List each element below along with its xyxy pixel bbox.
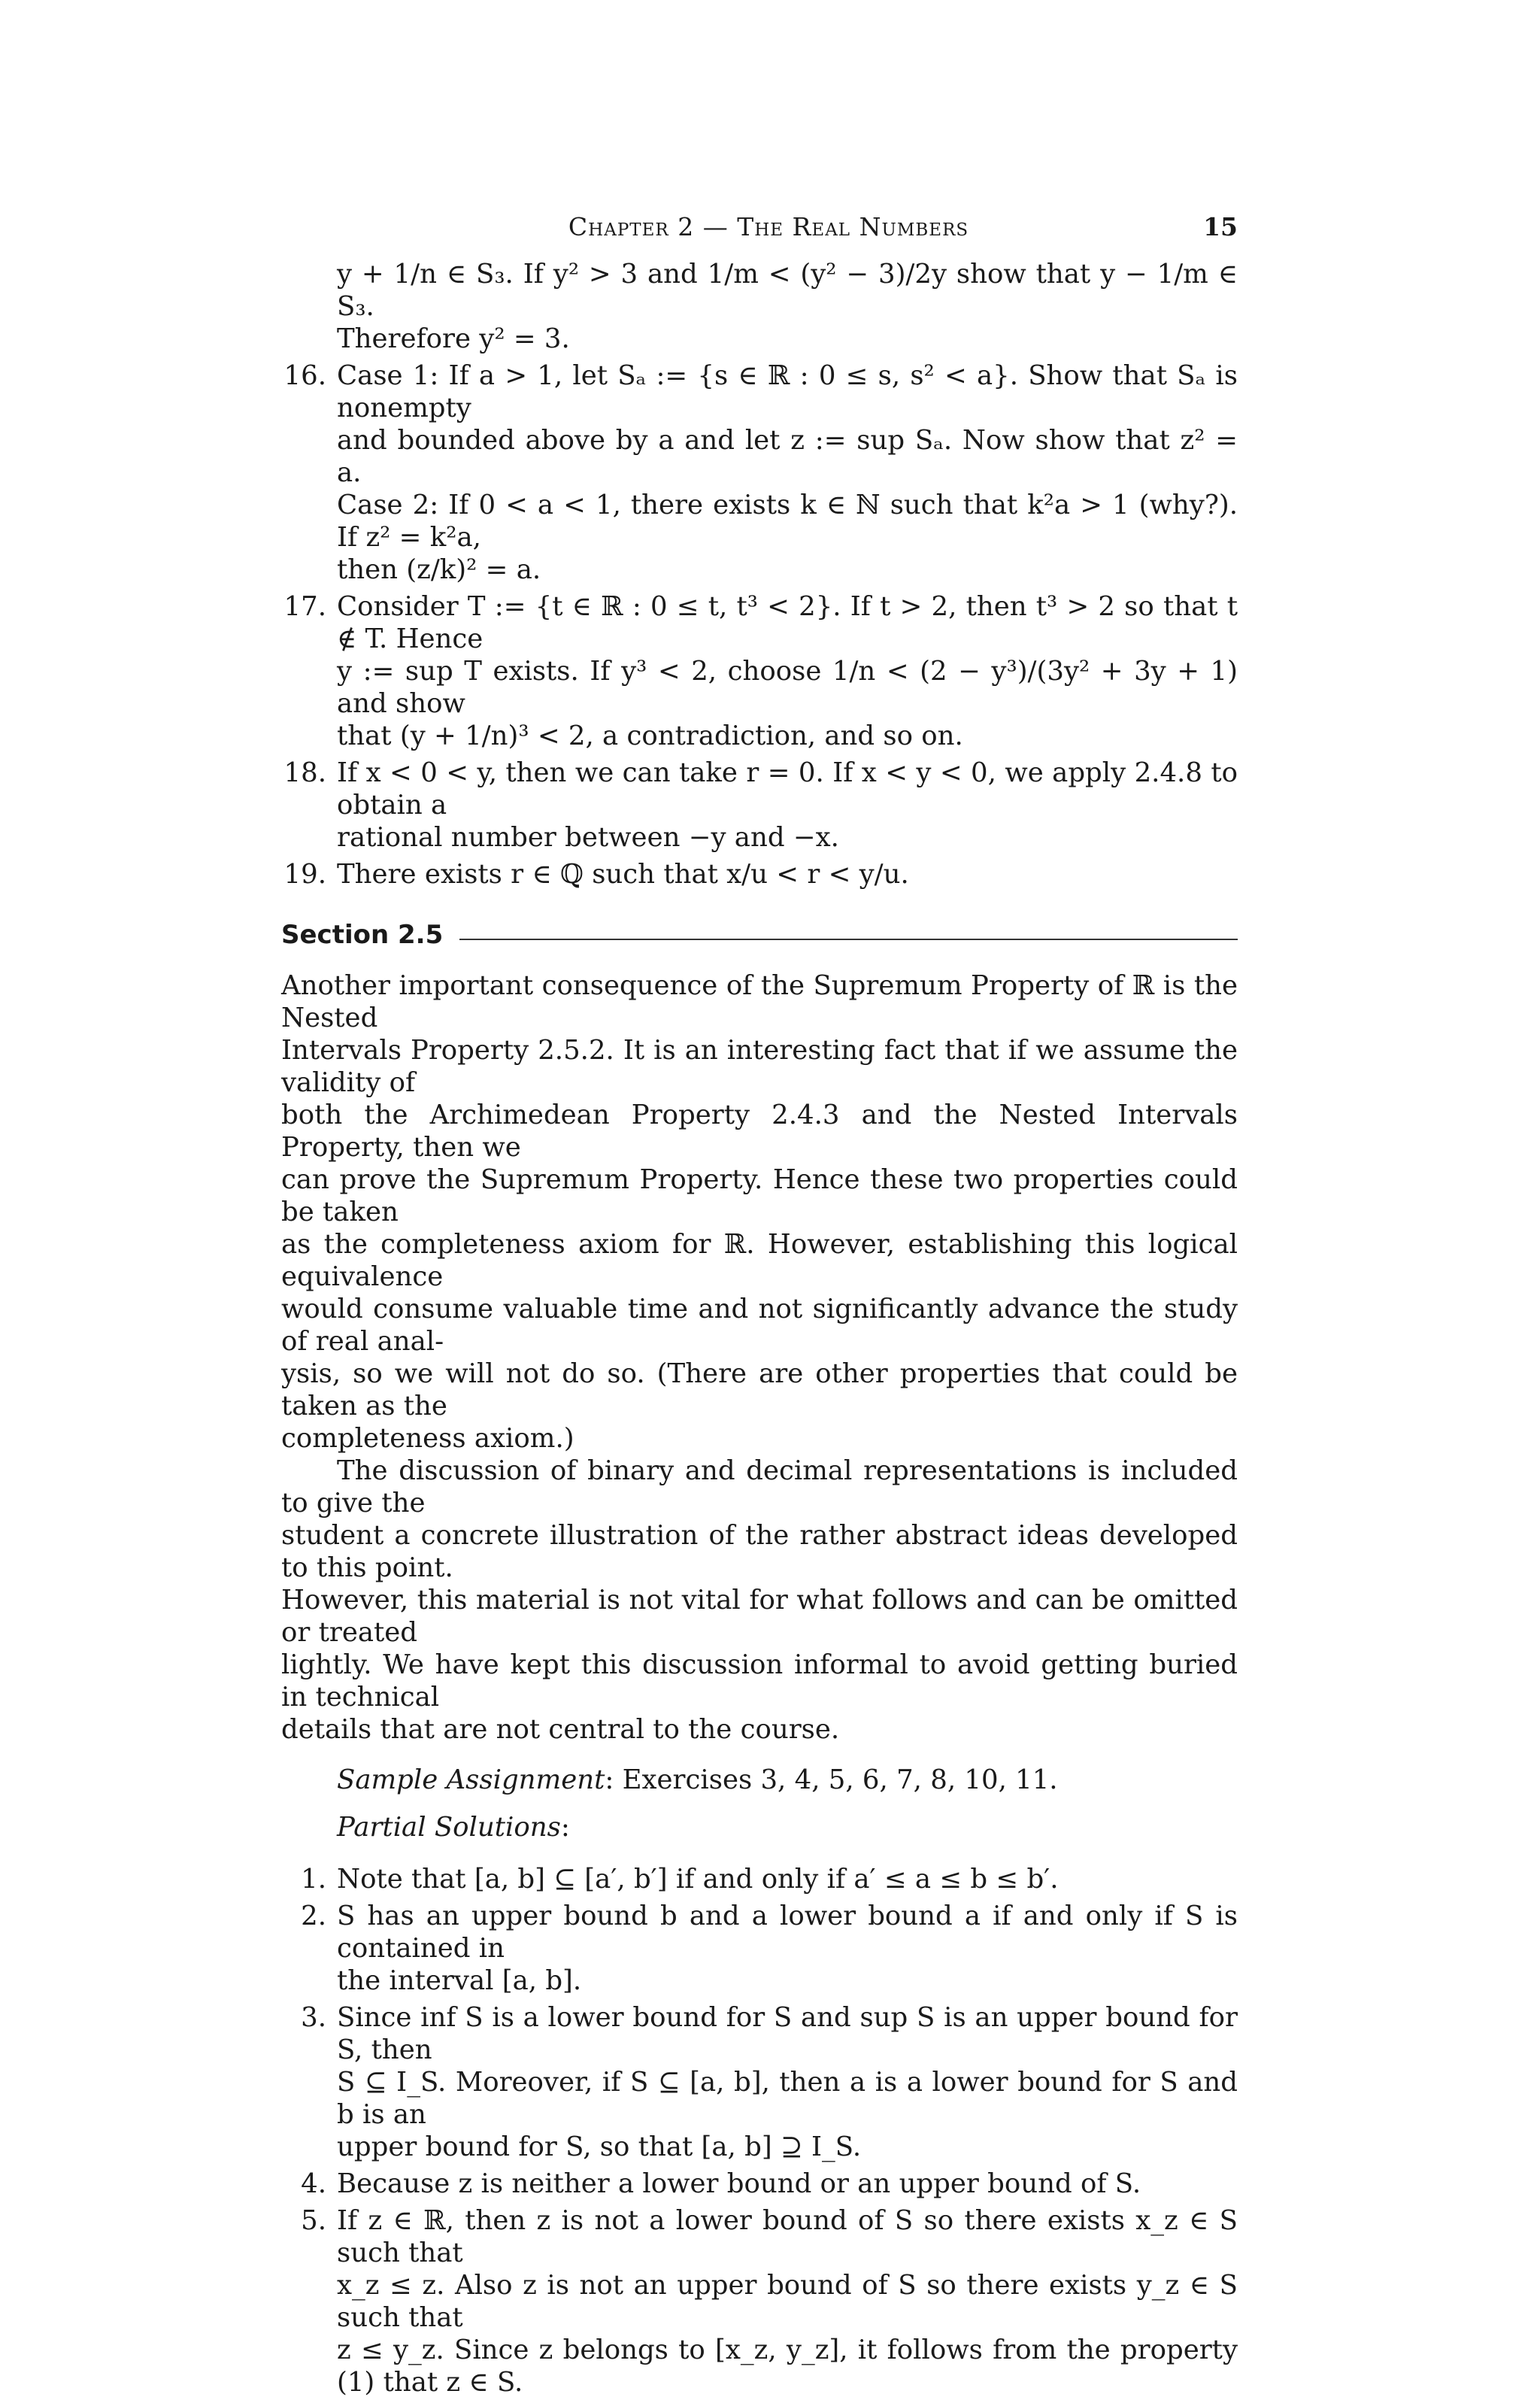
assignment-text: : Exercises 3, 4, 5, 6, 7, 8, 10, 11. <box>605 1764 1058 1795</box>
item-number: 16. <box>283 360 326 391</box>
item-number: 3. <box>301 2002 326 2033</box>
text-line: then (z/k)² = a. <box>337 554 541 585</box>
text-line: that (y + 1/n)³ < 2, a contradiction, and so on. <box>337 721 963 751</box>
text-line: However, this material is not vital for what follows and can be omitted or treated <box>281 1585 1238 1648</box>
partial-solutions <box>337 1811 1238 1843</box>
text-line: S has an upper bound b and a lower bound a if and only if S is contained in <box>337 1901 1238 1964</box>
text-line: Case 1: If a > 1, let Sₐ := {s ∈ ℝ : 0 ≤ s, s² < a}. Show that Sₐ is nonempty <box>337 360 1238 423</box>
text-line: y + 1/n ∈ S₃. If y² > 3 and 1/m < (y² − 3)/2y show that y − 1/m ∈ S₃. <box>337 259 1238 322</box>
text-line: If z ∈ ℝ, then z is not a lower bound of S so there exists x_z ∈ S such that <box>337 2205 1238 2268</box>
text-line: Because z is neither a lower bound or an upper bound of S. <box>337 2168 1141 2199</box>
item-number: 19. <box>283 859 326 890</box>
text-line: y := sup T exists. If y³ < 2, choose 1/n < (2 − y³)/(3y² + 3y + 1) and show <box>337 656 1238 719</box>
solutions-list-bottom <box>281 1863 1238 2398</box>
text-line: There exists r ∈ ℚ such that x/u < r < y/u. <box>337 859 909 890</box>
text-line: as the completeness axiom for ℝ. However, establishing this logical equivalence <box>281 1229 1238 1292</box>
text-line: Therefore y² = 3. <box>337 323 570 354</box>
assignment-label: Sample Assignment <box>337 1764 605 1795</box>
text-line: S ⊆ I_S. Moreover, if S ⊆ [a, b], then a is a lower bound for S and b is an <box>337 2067 1238 2130</box>
item-number: 1. <box>301 1864 326 1895</box>
list-item <box>281 2001 1238 2163</box>
text-line: the interval [a, b]. <box>337 1965 582 1996</box>
page-number: 15 <box>1203 212 1238 241</box>
list-item <box>281 858 1238 891</box>
text-line: both the Archimedean Property 2.4.3 and the Nested Intervals Property, then we <box>281 1100 1238 1163</box>
section-title: Section 2.5 <box>281 920 444 950</box>
partial-colon: : <box>560 1812 570 1843</box>
item-number: 2. <box>301 1901 326 1931</box>
list-item <box>281 1900 1238 1997</box>
text-line: Intervals Property 2.5.2. It is an interesting fact that if we assume the validity of <box>281 1035 1238 1098</box>
list-item <box>281 360 1238 586</box>
text-line: If x < 0 < y, then we can take r = 0. If x < y < 0, we apply 2.4.8 to obtain a <box>337 757 1238 821</box>
list-item <box>281 590 1238 752</box>
item-number: 17. <box>283 591 326 622</box>
text-line: completeness axiom.) <box>281 1423 574 1454</box>
partial-label: Partial Solutions <box>337 1812 561 1843</box>
item-number: 5. <box>301 2205 326 2236</box>
text-line: details that are not central to the course. <box>281 1714 840 1745</box>
text-line: Since inf S is a lower bound for S and sup S is an upper bound for S, then <box>337 2002 1238 2065</box>
page <box>281 211 1238 2403</box>
paragraph <box>281 969 1238 1455</box>
running-title: Chapter 2 — The Real Numbers <box>568 212 969 241</box>
list-item <box>281 1863 1238 1895</box>
text-line: lightly. We have kept this discussion informal to avoid getting buried in technical <box>281 1649 1238 1713</box>
section-rule <box>459 939 1238 940</box>
text-line: x_z ≤ z. Also z is not an upper bound of S so there exists y_z ∈ S such that <box>337 2270 1238 2333</box>
solutions-list-top <box>281 360 1238 891</box>
item-number: 18. <box>283 757 326 788</box>
list-item <box>281 2168 1238 2200</box>
running-header <box>281 211 1238 243</box>
text-line: ysis, so we will not do so. (There are other properties that could be taken as the <box>281 1358 1238 1421</box>
text-line: rational number between −y and −x. <box>337 822 839 853</box>
text-line: would consume valuable time and not significantly advance the study of real anal- <box>281 1294 1238 1357</box>
sample-assignment <box>337 1764 1238 1796</box>
text-line: Another important consequence of the Supremum Property of ℝ is the Nested <box>281 970 1238 1033</box>
continued-item <box>337 258 1238 355</box>
text-line: The discussion of binary and decimal representations is included to give the <box>281 1455 1238 1519</box>
list-item <box>281 2204 1238 2398</box>
section-heading <box>281 919 1238 951</box>
text-line: Consider T := {t ∈ ℝ : 0 ≤ t, t³ < 2}. If t > 2, then t³ > 2 so that t ∉ T. Hence <box>337 591 1238 654</box>
text-line: and bounded above by a and let z := sup Sₐ. Now show that z² = a. <box>337 425 1238 488</box>
text-line: student a concrete illustration of the rather abstract ideas developed to this point. <box>281 1520 1238 1583</box>
text-line: z ≤ y_z. Since z belongs to [x_z, y_z], it follows from the property (1) that z ∈ S. <box>337 2335 1238 2398</box>
list-item <box>281 757 1238 854</box>
text-line: Case 2: If 0 < a < 1, there exists k ∈ ℕ such that k²a > 1 (why?). If z² = k²a, <box>337 490 1238 553</box>
text-line: Note that [a, b] ⊆ [a′, b′] if and only if a′ ≤ a ≤ b ≤ b′. <box>337 1864 1059 1895</box>
item-number: 4. <box>301 2168 326 2199</box>
paragraph <box>281 1455 1238 1746</box>
text-line: can prove the Supremum Property. Hence these two properties could be taken <box>281 1164 1238 1227</box>
text-line: upper bound for S, so that [a, b] ⊇ I_S. <box>337 2131 862 2162</box>
